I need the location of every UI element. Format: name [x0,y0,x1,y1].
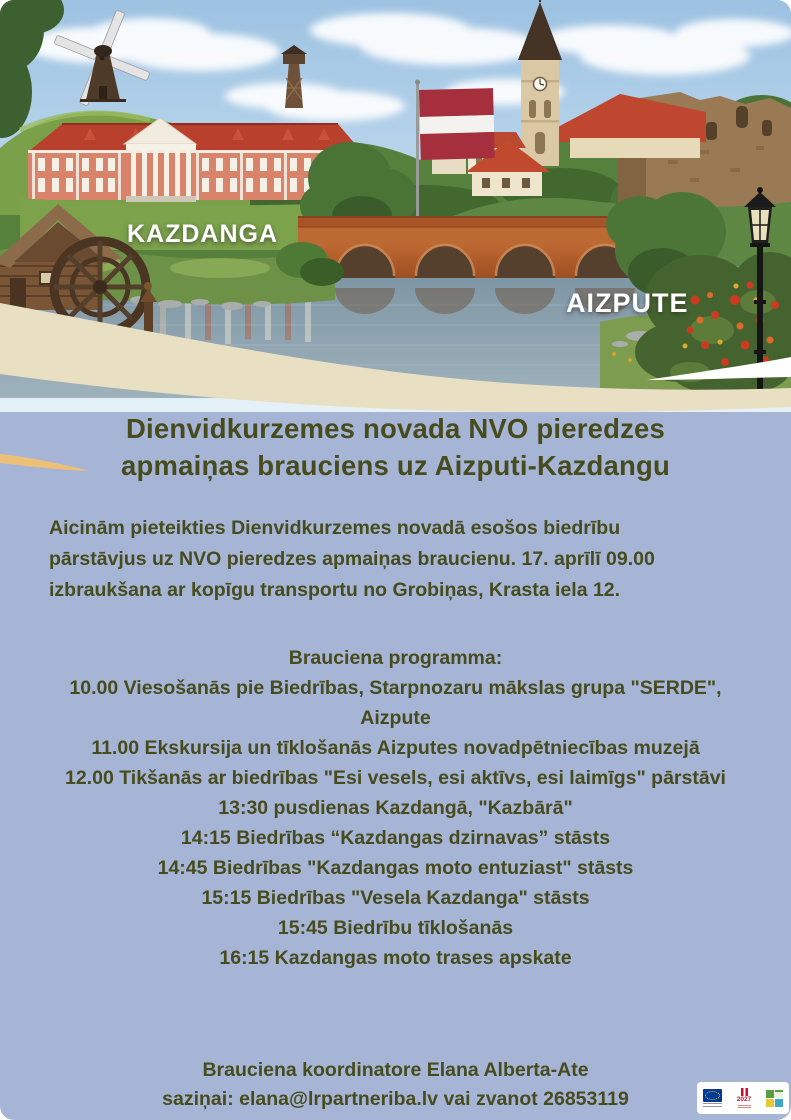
program-item: 15:45 Biedrību tīklošanās [277,917,514,939]
funding-logos-box [697,1082,789,1114]
hero-label-aizpute: AIZPUTE [566,288,689,318]
eu-flag-icon [703,1089,722,1102]
intro-text [49,513,769,606]
program-item: 16:15 Kazdangas moto trases apskate [219,947,572,969]
title-line-2: apmaiņas brauciens uz Aizputi-Kazdangu [120,450,671,481]
leader-square-yellow [766,1099,774,1107]
title-line-1: Dienvidkurzemes novada NVO pieredzes [125,413,666,444]
program-item: 14:45 Biedrības "Kazdangas moto entuziast" stāsts [157,857,634,879]
program-item: 14:15 Biedrības “Kazdangas dzirnavas” stāsts [180,827,611,849]
program-item: 12.00 Tikšanās ar biedrības "Esi vesels, esi aktīvs, esi laimīgs" pārstāvi [65,767,726,789]
eu-flag-logo [703,1089,722,1108]
leader-square-teal [775,1099,783,1107]
intro-line-3: izbraukšana ar kopīgu transportu no Grobiņas, Krasta iela 12. [49,579,621,601]
hero-collage-image [0,0,791,412]
program-heading: Brauciena programma: [288,647,503,669]
program-section [0,643,791,973]
cap-2027-caption [738,1105,751,1108]
leader-square-green [766,1090,774,1098]
program-item: 13:30 pusdienas Kazdangā, "Kazbārā" [218,797,573,819]
intro-line-2: pārstāvjus uz NVO pieredzes apmaiņas braucienu. 17. aprīlī 09.00 [49,548,655,570]
intro-line-1: Aicinām pieteikties Dienvidkurzemes novadā esošos biedrību [49,517,621,539]
leader-square-lines [775,1090,783,1098]
cap-2027-icon [741,1088,748,1096]
cap-2027-year: 2027 [736,1096,752,1104]
contact-line: saziņai: elana@lrpartneriba.lv vai zvanot 26853119 [162,1088,629,1110]
program-item: 15:15 Biedrības "Vesela Kazdanga" stāsts [201,887,590,909]
coordinator-line: Brauciena koordinatore Elana Alberta-Ate [202,1059,589,1081]
eu-flag-caption [703,1103,722,1108]
program-item: 11.00 Ekskursija un tīklošanās Aizputes novadpētniecības muzejā [91,737,700,759]
cap-2027-logo [737,1088,751,1108]
program-item: 10.00 Viesošanās pie Biedrības, Starpnozaru mākslas grupa "SERDE", Aizpute [69,677,722,729]
footer-contact [0,1056,791,1114]
hero-label-kazdanga: KAZDANGA [127,220,279,248]
leader-squares-logo [766,1090,783,1107]
hero-collage [0,0,791,412]
page-title [0,410,791,484]
